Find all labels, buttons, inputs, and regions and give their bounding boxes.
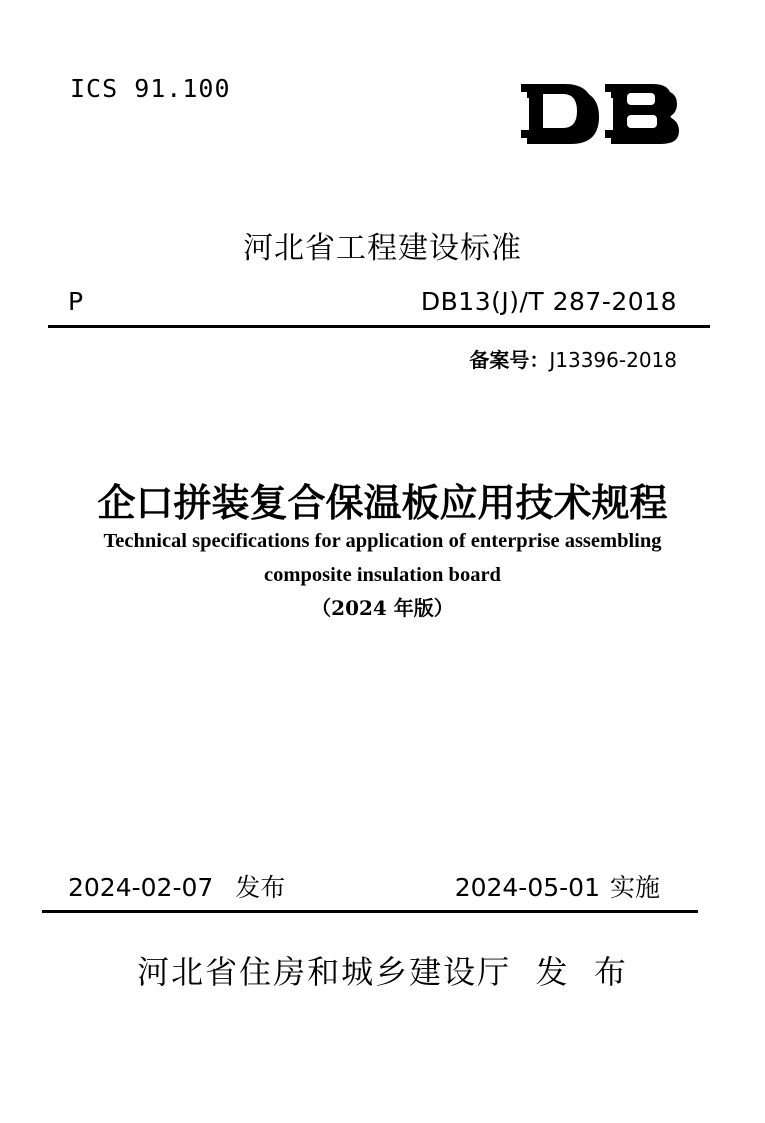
title-chinese: 企口拼装复合保温板应用技术规程: [97, 480, 668, 525]
release-label: 发布: [235, 873, 286, 902]
db-logo: [519, 82, 681, 144]
effective-date: 2024-05-01: [454, 873, 600, 902]
record-number: [469, 344, 677, 373]
record-label: 备案号：: [469, 348, 550, 372]
title-english-line-2: composite insulation board: [264, 564, 501, 586]
issuing-authority: 河北省住房和城乡建设厅 发 布: [137, 953, 628, 991]
category-code: P: [68, 287, 84, 316]
title-english: [0, 524, 765, 592]
release-date: 2024-02-07: [68, 873, 214, 902]
ics-code: ICS 91.100: [70, 74, 231, 103]
title-english-line-1: Technical specifications for application of enterprise assembling: [103, 530, 662, 552]
edition-note: （2024 年版）: [311, 596, 454, 620]
top-divider: [48, 325, 710, 328]
bottom-divider: [42, 910, 698, 913]
record-value: J13396-2018: [549, 348, 677, 372]
effective-info: [455, 868, 660, 904]
release-info: [68, 868, 285, 904]
issuer-top-title: 河北省工程建设标准: [243, 231, 522, 266]
standard-number: DB13(J)/T 287-2018: [420, 287, 677, 316]
effective-label: 实施: [609, 873, 660, 902]
